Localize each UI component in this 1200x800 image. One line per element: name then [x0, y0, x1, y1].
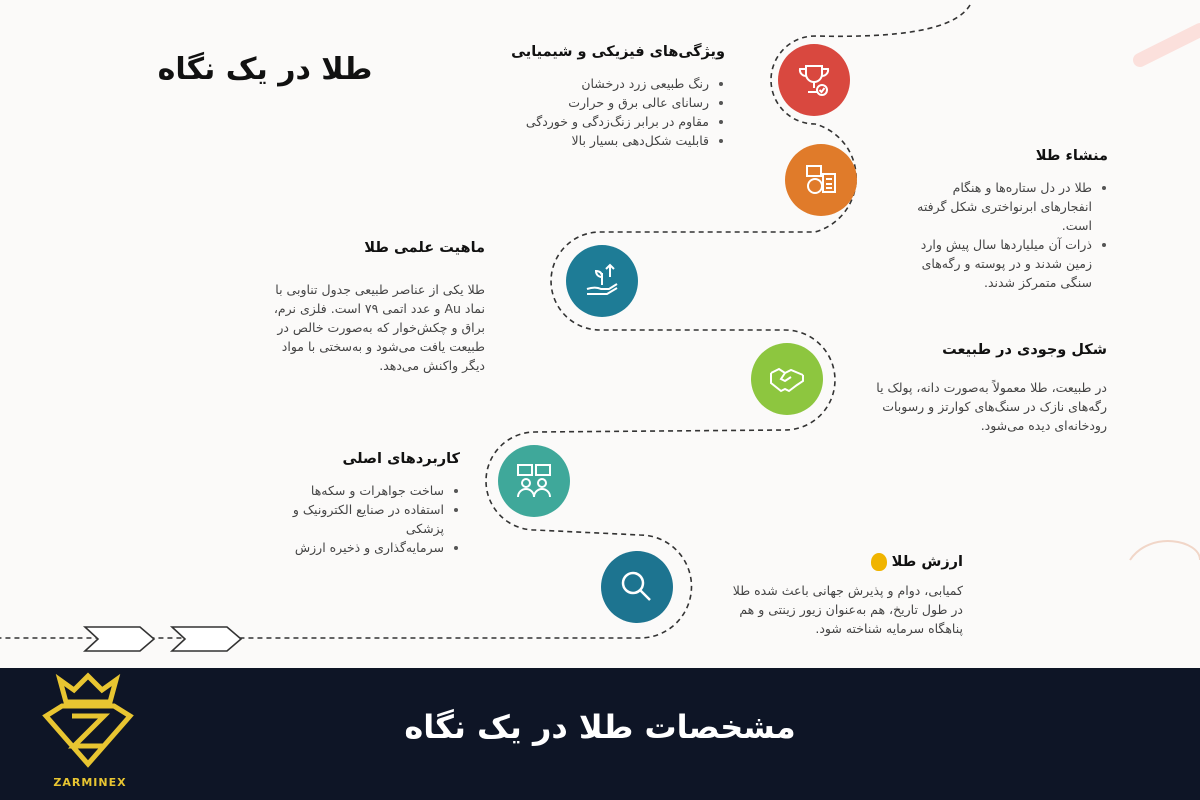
discussion-icon — [498, 445, 570, 517]
chevron-arrow-2 — [172, 627, 241, 651]
page-title: طلا در یک نگاه — [157, 52, 373, 87]
section-physical — [480, 44, 725, 150]
zarminex-logo-icon — [38, 672, 138, 772]
chevron-arrow-1 — [85, 627, 154, 651]
section-uses — [255, 451, 460, 557]
list-item: مقاوم در برابر زنگ‌زدگی و خوردگی — [480, 112, 725, 131]
section-origin — [900, 148, 1108, 292]
section-heading: ویژگی‌های فیزیکی و شیمیایی — [511, 44, 725, 60]
footer-title: مشخصات طلا در یک نگاه — [404, 708, 796, 746]
growth-hand-icon — [566, 245, 638, 317]
list-item: استفاده در صنایع الکترونیک و پزشکی — [255, 500, 460, 538]
section-heading — [728, 553, 963, 571]
search-icon — [601, 551, 673, 623]
section-heading: ماهیت علمی طلا — [364, 240, 485, 256]
brand-name: ZARMINEX — [53, 776, 127, 789]
section-value — [728, 553, 963, 638]
section-heading: شکل وجودی در طبیعت — [942, 342, 1107, 358]
section-text: طلا یکی از عناصر طبیعی جدول تناوبی با نماد Au و عدد اتمی ۷۹ است. فلزی نرم، براق و چکش‌خوار که به‌صورت خالص در طبیعت یافت می‌شود و به‌سختی با مواد دیگر واکنش می‌دهد. — [273, 282, 485, 373]
heading-text: ارزش طلا — [891, 554, 963, 570]
list-item: قابلیت شکل‌دهی بسیار بالا — [480, 131, 725, 150]
section-science — [255, 240, 485, 375]
list-item: ساخت جواهرات و سکه‌ها — [255, 481, 460, 500]
section-text: در طبیعت، طلا معمولاً به‌صورت دانه، پولک یا رگه‌های نازک در سنگ‌های کوارتز و رسوبات رودخانه‌ای دیده می‌شود. — [876, 380, 1107, 433]
trophy-icon — [778, 44, 850, 116]
money-bag-icon — [871, 553, 887, 571]
handshake-icon — [751, 343, 823, 415]
list-item: رسانای عالی برق و حرارت — [480, 93, 725, 112]
list-item: ذرات آن میلیاردها سال پیش وارد زمین شدند و در پوسته و رگه‌های سنگی متمرکز شدند. — [900, 235, 1108, 292]
section-text: کمیابی، دوام و پذیرش جهانی باعث شده طلا در طول تاریخ، هم به‌عنوان زیور زینتی و هم پناهگاه سرمایه شناخته شود. — [732, 583, 963, 636]
footer-banner — [0, 668, 1200, 800]
list-item: رنگ طبیعی زرد درخشان — [480, 74, 725, 93]
list-item: سرمایه‌گذاری و ذخیره ارزش — [255, 538, 460, 557]
section-heading: منشاء طلا — [1035, 148, 1108, 164]
section-nature — [855, 342, 1107, 435]
report-icon — [785, 144, 857, 216]
section-heading: کاربردهای اصلی — [342, 451, 460, 467]
list-item: طلا در دل ستاره‌ها و هنگام انفجارهای ابرنواختری شکل گرفته است. — [900, 178, 1108, 235]
